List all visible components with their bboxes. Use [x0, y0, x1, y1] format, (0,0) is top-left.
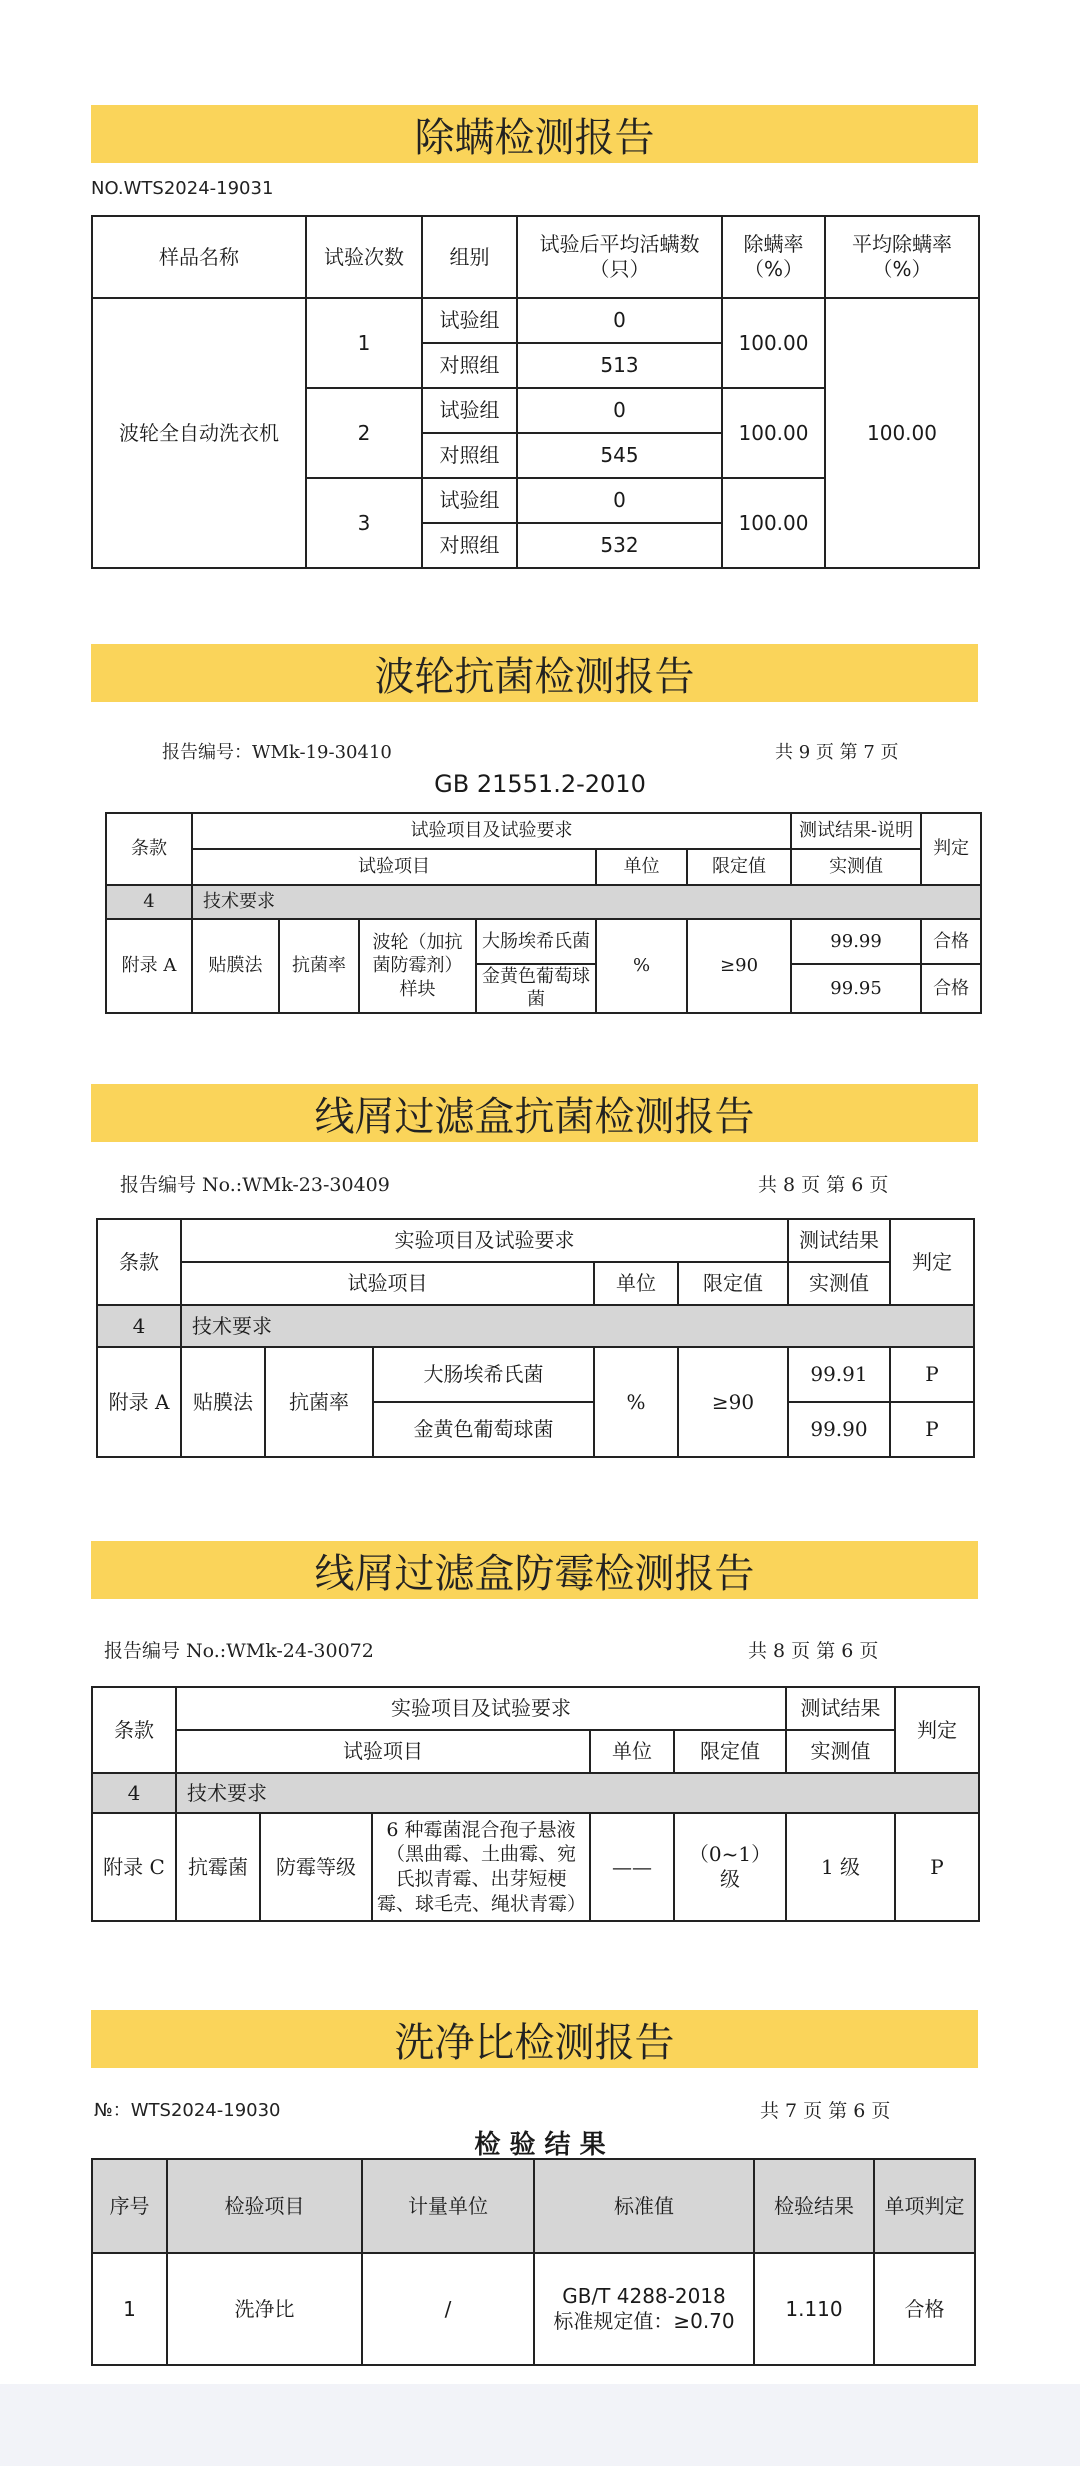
report2-bacteria: 大肠埃希氏菌 [476, 919, 596, 964]
report2-limit: ≥90 [687, 919, 791, 1013]
report1-header-group: 组别 [422, 216, 517, 298]
report4-row-number: 4 [92, 1773, 176, 1813]
report5-header-judge: 单项判定 [874, 2159, 975, 2253]
report1-header-average: 平均除螨率（%） [825, 216, 979, 298]
report2-unit: % [596, 919, 687, 1013]
report4-judge: P [895, 1813, 979, 1921]
report4-title: 线屑过滤盒防霉检测报告 [91, 1541, 978, 1599]
report2-header-limit: 限定值 [687, 849, 791, 885]
report1-count: 532 [517, 523, 722, 568]
report1-header-trials: 试验次数 [306, 216, 422, 298]
report2-metric: 抗菌率 [279, 919, 359, 1013]
report5-standard-requirement: 标准规定值：≥0.70 [553, 2309, 735, 2333]
report2-bacteria: 金黄色葡萄球菌 [476, 964, 596, 1013]
report3-header-clause: 条款 [97, 1219, 181, 1305]
report5-result: 1.110 [754, 2253, 874, 2365]
report3-limit: ≥90 [678, 1347, 788, 1457]
report3-metric: 抗菌率 [265, 1347, 373, 1457]
report2-row-tech: 技术要求 [192, 885, 981, 919]
report2-header-result: 测试结果-说明 [791, 813, 921, 849]
report2-value: 99.95 [791, 964, 921, 1013]
report3-title: 线屑过滤盒抗菌检测报告 [91, 1084, 978, 1142]
report1-rate: 100.00 [722, 298, 825, 388]
report3-header-item: 试验项目 [181, 1262, 594, 1305]
report4-number: 报告编号 No.:WMk-24-30072 [104, 1640, 374, 1662]
report4-pages: 共 8 页 第 6 页 [748, 1640, 879, 1662]
report2-number: 报告编号：WMk-19-30410 [162, 742, 392, 763]
report2-header-clause: 条款 [106, 813, 192, 885]
report1-trial-number: 2 [306, 388, 422, 478]
report5-number: №：WTS2024-19030 [94, 2100, 281, 2121]
report2-method: 贴膜法 [192, 919, 279, 1013]
report1-header-rate: 除螨率（%） [722, 216, 825, 298]
report2-title: 波轮抗菌检测报告 [91, 644, 978, 702]
report2-sample: 波轮（加抗菌防霉剂）样块 [359, 919, 476, 1013]
report5-header-unit: 计量单位 [362, 2159, 534, 2253]
report4-unit: —— [590, 1813, 674, 1921]
report3-header-judge: 判定 [890, 1219, 974, 1305]
report5-seq: 1 [92, 2253, 167, 2365]
report4-appendix: 附录 C [92, 1813, 176, 1921]
report3-appendix: 附录 A [97, 1347, 181, 1457]
report1-group-label: 试验组 [422, 298, 517, 343]
report1-trial-number: 3 [306, 478, 422, 568]
report4-method: 抗霉菌 [176, 1813, 260, 1921]
report1-trial-number: 1 [306, 298, 422, 388]
report2-header-item: 试验项目 [192, 849, 596, 885]
report1-count: 513 [517, 343, 722, 388]
report3-method: 贴膜法 [181, 1347, 265, 1457]
report1-group-label: 试验组 [422, 388, 517, 433]
report5-header-result: 检验结果 [754, 2159, 874, 2253]
report3-value: 99.90 [788, 1402, 890, 1457]
report1-header-sample: 样品名称 [92, 216, 306, 298]
report5-pages: 共 7 页 第 6 页 [760, 2100, 891, 2122]
report5-header-item: 检验项目 [167, 2159, 362, 2253]
report1-table [91, 215, 980, 569]
report3-judge: P [890, 1347, 974, 1402]
report4-table [91, 1686, 980, 1922]
report1-rate: 100.00 [722, 478, 825, 568]
report2-header-items-req: 试验项目及试验要求 [192, 813, 791, 849]
report1-title: 除螨检测报告 [91, 105, 978, 163]
report5-standard-code: GB/T 4288-2018 [562, 2284, 726, 2308]
report1-average-rate: 100.00 [825, 298, 979, 568]
report5-table [91, 2158, 976, 2366]
report2-pages: 共 9 页 第 7 页 [775, 742, 899, 763]
report3-row-tech: 技术要求 [181, 1305, 974, 1347]
report4-limit: （0~1）级 [674, 1813, 786, 1921]
report4-header-unit: 单位 [590, 1730, 674, 1773]
report3-judge: P [890, 1402, 974, 1457]
report3-bacteria: 大肠埃希氏菌 [373, 1347, 594, 1402]
report1-rate: 100.00 [722, 388, 825, 478]
report3-header-measured: 实测值 [788, 1262, 890, 1305]
report3-value: 99.91 [788, 1347, 890, 1402]
report1-number: NO.WTS2024-19031 [91, 178, 274, 199]
report5-header-standard: 标准值 [534, 2159, 754, 2253]
report1-group-label: 对照组 [422, 433, 517, 478]
report4-value: 1 级 [786, 1813, 895, 1921]
bottom-band [0, 2384, 1080, 2466]
report2-value: 99.99 [791, 919, 921, 964]
report1-group-label: 对照组 [422, 523, 517, 568]
report4-header-limit: 限定值 [674, 1730, 786, 1773]
report1-count: 0 [517, 298, 722, 343]
report2-header-unit: 单位 [596, 849, 687, 885]
report2-row-number: 4 [106, 885, 192, 919]
report4-header-item: 试验项目 [176, 1730, 590, 1773]
report5-unit: / [362, 2253, 534, 2365]
report1-sample-name: 波轮全自动洗衣机 [92, 298, 306, 568]
report3-header-items-req: 实验项目及试验要求 [181, 1219, 788, 1262]
report5-title: 洗净比检测报告 [91, 2010, 978, 2068]
report3-header-result: 测试结果 [788, 1219, 890, 1262]
report1-count: 0 [517, 388, 722, 433]
report2-header-judge: 判定 [921, 813, 981, 885]
report5-heading: 检 验 结 果 [474, 2130, 606, 2160]
report5-header-seq: 序号 [92, 2159, 167, 2253]
report4-header-judge: 判定 [895, 1687, 979, 1773]
report4-row-tech: 技术要求 [176, 1773, 979, 1813]
report3-unit: % [594, 1347, 678, 1457]
report2-judge: 合格 [921, 919, 981, 964]
report4-header-clause: 条款 [92, 1687, 176, 1773]
report3-header-limit: 限定值 [678, 1262, 788, 1305]
report4-sample: 6 种霉菌混合孢子悬液（黑曲霉、土曲霉、宛氏拟青霉、出芽短梗霉、球毛壳、绳状青霉） [372, 1813, 590, 1921]
report4-header-items-req: 实验项目及试验要求 [176, 1687, 786, 1730]
report1-group-label: 试验组 [422, 478, 517, 523]
report4-metric: 防霉等级 [260, 1813, 372, 1921]
report5-item: 洗净比 [167, 2253, 362, 2365]
report2-table [105, 812, 982, 1014]
report4-header-result: 测试结果 [786, 1687, 895, 1730]
report1-group-label: 对照组 [422, 343, 517, 388]
report2-standard: GB 21551.2-2010 [434, 770, 646, 798]
report1-count: 0 [517, 478, 722, 523]
report1-count: 545 [517, 433, 722, 478]
report2-header-measured: 实测值 [791, 849, 921, 885]
report5-standard [534, 2253, 754, 2365]
report3-pages: 共 8 页 第 6 页 [758, 1174, 889, 1196]
report2-appendix: 附录 A [106, 919, 192, 1013]
report1-header-mites: 试验后平均活螨数（只） [517, 216, 722, 298]
report3-header-unit: 单位 [594, 1262, 678, 1305]
report3-number: 报告编号 No.:WMk-23-30409 [120, 1174, 390, 1196]
report4-header-measured: 实测值 [786, 1730, 895, 1773]
report3-bacteria: 金黄色葡萄球菌 [373, 1402, 594, 1457]
report5-judge: 合格 [874, 2253, 975, 2365]
report2-judge: 合格 [921, 964, 981, 1013]
report3-row-number: 4 [97, 1305, 181, 1347]
report3-table [96, 1218, 975, 1458]
